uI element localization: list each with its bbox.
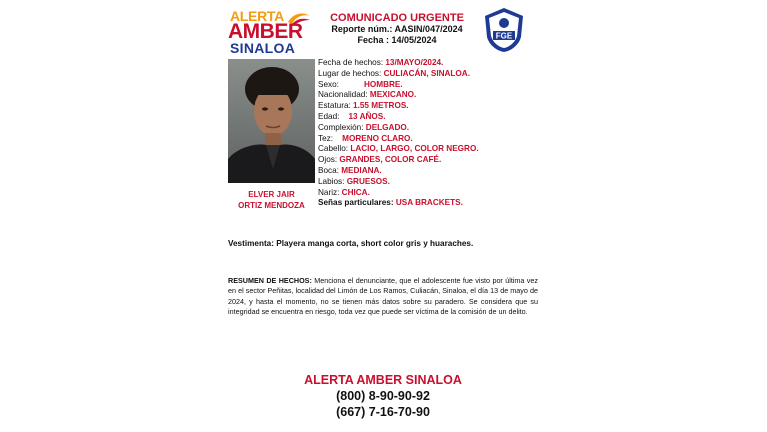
seal-text: FGE — [495, 31, 513, 41]
senas-particulares — [318, 198, 463, 207]
detail-row — [318, 69, 479, 80]
person-photo — [228, 59, 315, 183]
detail-row — [318, 144, 479, 155]
footer-title: ALERTA AMBER SINALOA — [304, 373, 462, 387]
resumen-de-hechos — [228, 276, 538, 318]
detail-value: MEXICANO. — [369, 90, 417, 100]
detail-value: 1.55 METROS. — [353, 101, 409, 111]
portrait-image — [228, 59, 315, 183]
detail-label: Ojos: — [318, 155, 340, 165]
detail-label: Nariz: — [318, 187, 342, 197]
senas-label: Señas particulares: — [318, 198, 396, 207]
phone-1: (800) 8-90-90-92 — [336, 389, 430, 403]
detail-row — [318, 166, 479, 177]
logo-line2: AMBER — [228, 20, 303, 43]
detail-value: 13/MAYO/2024. — [385, 58, 444, 67]
detail-value: GRANDES, COLOR CAFÉ. — [339, 155, 442, 165]
resumen-label: RESUMEN DE HECHOS: — [228, 276, 312, 285]
detail-value: MEDIANA. — [341, 165, 382, 175]
footer — [283, 372, 483, 420]
phone-2: (667) 7-16-70-90 — [336, 405, 430, 419]
detail-label: Labios: — [318, 176, 347, 186]
alerta-amber-logo — [228, 8, 312, 56]
detail-value: MORENO CLARO. — [342, 133, 413, 143]
detail-label: Edad: — [318, 111, 349, 121]
logo-line3: SINALOA — [230, 40, 296, 56]
detail-value: GRUESOS. — [346, 176, 390, 186]
detail-label: Lugar de hechos: — [318, 68, 384, 78]
detail-row — [318, 90, 479, 101]
detail-row — [318, 188, 479, 199]
name-line1: ELVER JAIR — [248, 190, 295, 199]
detail-row — [318, 177, 479, 188]
vestimenta: Vestimenta: Playera manga corta, short color gris y huaraches. — [228, 239, 474, 248]
resumen-text: Menciona el denunciante, que el adolescente fue visto por última vez en el sector Peñitas, localidad del Limón de Los Ramos, Culiacán, Sinaloa, el día 13 de mayo de 2024, y hasta el momento, no se tienen más datos sobre su paradero. Se considera que su integridad se encuentra en riesgo, toda vez que puede ser víctima de la comisión de un delito. — [228, 276, 538, 317]
report-date: Fecha : 14/05/2024 — [357, 35, 437, 45]
detail-label: Estatura: — [318, 101, 354, 111]
detail-row — [318, 155, 479, 166]
logo-line1: ALERTA — [230, 8, 284, 24]
name-line2: ORTIZ MENDOZA — [238, 201, 305, 210]
detail-value: CULIACÁN, SINALOA. — [383, 68, 470, 78]
detail-value: CHICA. — [341, 187, 370, 197]
detail-label: Tez: — [318, 133, 343, 143]
detail-row — [318, 80, 479, 91]
detail-label: Cabello: — [318, 144, 351, 154]
report-number: Reporte núm.: AASIN/047/2024 — [331, 24, 463, 34]
detail-label: Complexión: — [318, 122, 366, 132]
detail-row — [318, 112, 479, 123]
detail-value: 13 AÑOS. — [348, 111, 386, 121]
header — [317, 12, 477, 46]
senas-value: USA BRACKETS. — [395, 198, 463, 207]
detail-value: HOMBRE. — [363, 79, 403, 89]
fge-seal — [483, 7, 525, 53]
detail-row — [318, 101, 479, 112]
detail-label: Sexo: — [318, 79, 364, 89]
detail-row — [318, 134, 479, 145]
detail-value: LACIO, LARGO, COLOR NEGRO. — [350, 144, 479, 154]
fge-seal-icon — [483, 7, 525, 53]
detail-label: Boca: — [318, 165, 342, 175]
header-title: COMUNICADO URGENTE — [330, 12, 464, 24]
details-list — [318, 58, 479, 198]
person-name — [223, 189, 320, 211]
detail-row — [318, 123, 479, 134]
detail-value: DELGADO. — [365, 122, 410, 132]
detail-label: Fecha de hechos: — [318, 58, 386, 67]
detail-label: Nacionalidad: — [318, 90, 370, 100]
detail-row — [318, 58, 479, 69]
